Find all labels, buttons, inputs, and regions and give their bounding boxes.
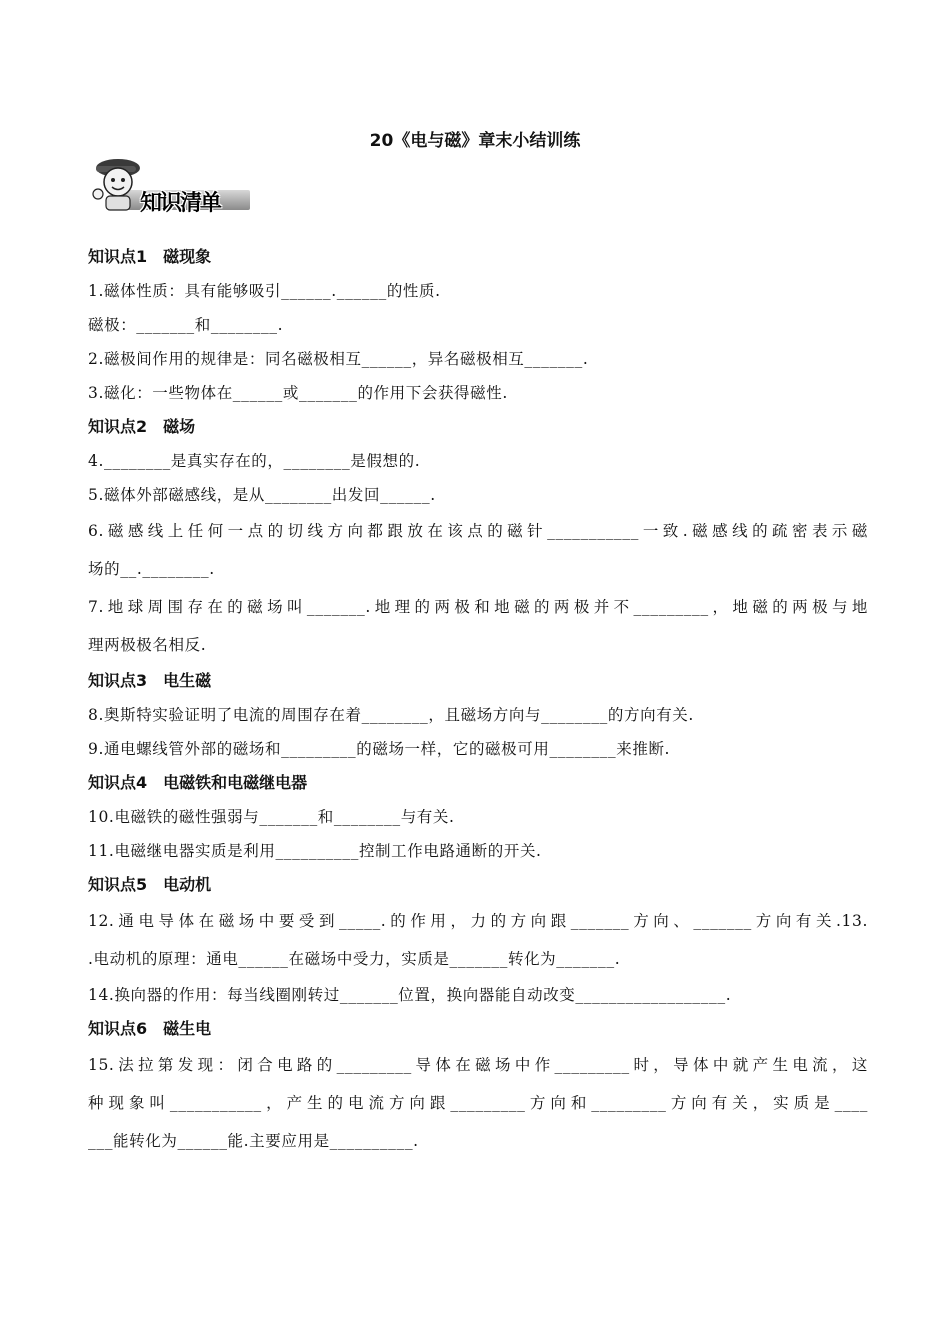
text-line: 8.奥斯特实验证明了电流的周围存在着________，且磁场方向与________的方向有关. [88, 706, 694, 724]
text-line: 14.换向器的作用：每当线圈刚转过_______位置，换向器能自动改变__________________. [88, 986, 732, 1004]
text-line: 15.法拉第发现：闭合电路的_________导体在磁场中作_________时，导体中就产生电流，这 [88, 1056, 868, 1074]
text-line: 7.地球周围存在的磁场叫_______.地理的两极和地磁的两极并不_________，地磁的两极与地 [88, 598, 868, 616]
text-line: 5.磁体外部磁感线，是从________出发回______. [88, 486, 436, 504]
text-line: 理两极极名相反. [88, 636, 207, 654]
section-heading: 知识点2 磁场 [88, 417, 196, 436]
text-line: 9.通电螺线管外部的磁场和_________的磁场一样，它的磁极可用________来推断. [88, 740, 671, 758]
document-body [88, 240, 868, 1160]
text-line: 1.磁体性质：具有能够吸引______.______的性质. [88, 282, 441, 300]
section-heading: 知识点6 磁生电 [88, 1019, 212, 1038]
badge-label: 知识清单 [140, 191, 221, 216]
text-line: 2.磁极间作用的规律是：同名磁极相互______，异名磁极相互_______. [88, 350, 589, 368]
text-line: 12.通电导体在磁场中要受到_____.的作用，力的方向跟_______方向、_______方向有关.13. [88, 912, 868, 930]
text-line: ___能转化为______能.主要应用是__________. [88, 1132, 419, 1150]
section-heading: 知识点1 磁现象 [88, 247, 212, 266]
section-heading: 知识点4 电磁铁和电磁继电器 [88, 773, 308, 792]
text-line: .电动机的原理：通电______在磁场中受力，实质是_______转化为_______. [88, 950, 621, 968]
text-line: 11.电磁继电器实质是利用__________控制工作电路通断的开关. [88, 842, 542, 860]
text-line: 场的__.________. [88, 560, 215, 578]
knowledge-list-badge [88, 154, 252, 216]
section-heading: 知识点5 电动机 [88, 875, 212, 894]
text-line: 4.________是真实存在的，________是假想的. [88, 452, 421, 470]
text-line: 6.磁感线上任何一点的切线方向都跟放在该点的磁针___________一致.磁感线的疏密表示磁 [88, 522, 868, 540]
section-heading: 知识点3 电生磁 [88, 671, 212, 690]
text-line: 种现象叫___________，产生的电流方向跟_________方向和_________方向有关，实质是____ [88, 1094, 868, 1112]
text-line: 10.电磁铁的磁性强弱与_______和________与有关. [88, 808, 455, 826]
text-line: 磁极：_______和________. [88, 316, 284, 334]
cartoon-boy-icon [88, 154, 148, 212]
text-line: 3.磁化：一些物体在______或_______的作用下会获得磁性. [88, 384, 508, 402]
document-title: 20《电与磁》章末小结训练 [369, 131, 581, 151]
